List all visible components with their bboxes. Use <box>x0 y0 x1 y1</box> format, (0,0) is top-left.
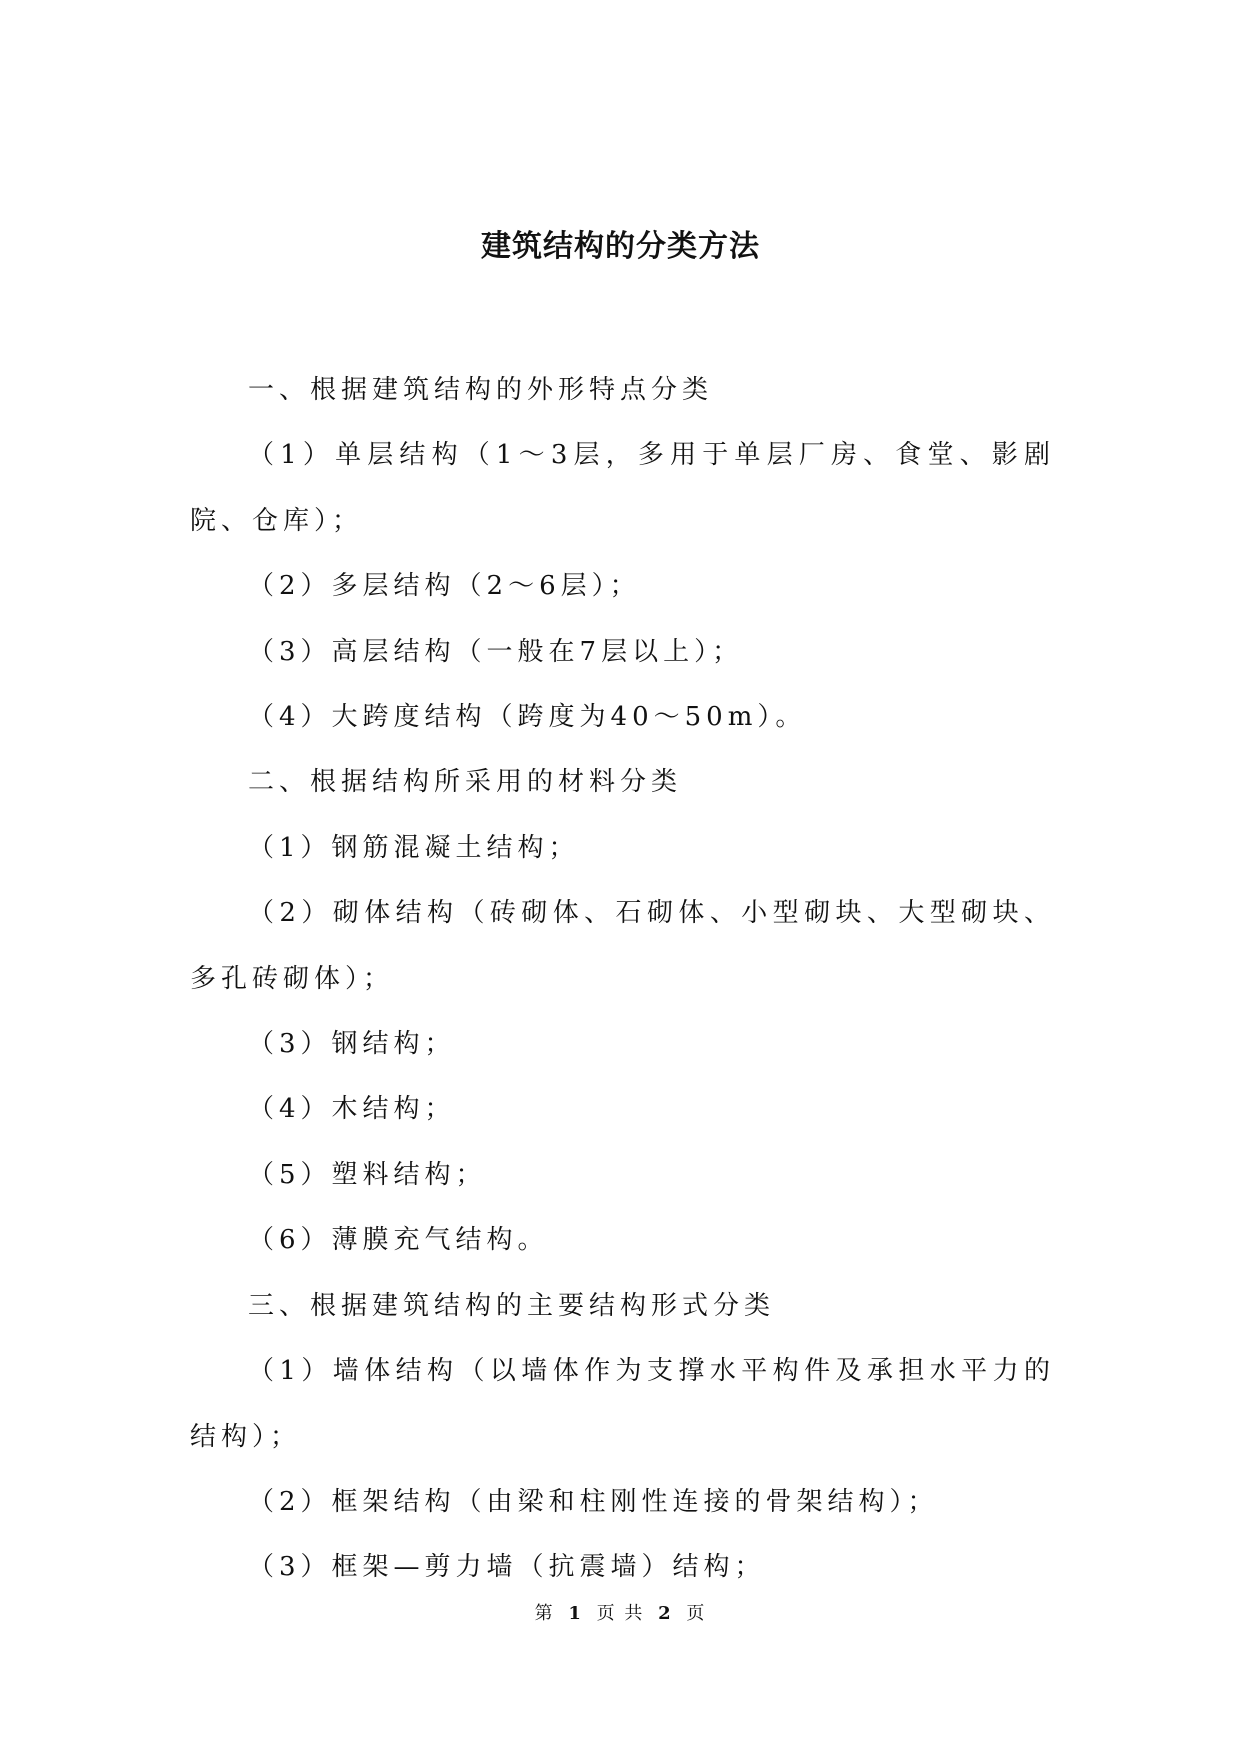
list-item: （3）高层结构（一般在7层以上）； <box>248 636 744 667</box>
document-title: 建筑结构的分类方法 <box>481 229 760 264</box>
list-item: （1）钢筋混凝土结构； <box>248 832 580 863</box>
section-heading: 二、根据结构所采用的材料分类 <box>248 767 683 798</box>
list-item: （4）大跨度结构（跨度为40～50m）。 <box>248 702 807 733</box>
total-pages-number: 2 <box>658 1603 673 1624</box>
page-footer <box>0 1602 1241 1626</box>
document-body <box>190 358 1055 1601</box>
list-item: （2）框架结构（由梁和柱刚性连接的骨架结构）； <box>248 1486 939 1517</box>
list-item: （4）木结构； <box>248 1094 456 1125</box>
list-item: （3）框架—剪力墙（抗震墙）结构； <box>248 1552 766 1583</box>
list-item: （6）薄膜充气结构。 <box>248 1225 549 1256</box>
footer-middle: 页 共 <box>596 1603 645 1624</box>
list-item: （2）砌体结构（砖砌体、石砌体、小型砌块、大型砌块、多孔砖砌体）； <box>190 898 1055 994</box>
current-page-number: 1 <box>568 1603 583 1624</box>
list-item: （5）塑料结构； <box>248 1159 487 1190</box>
footer-suffix: 页 <box>686 1603 707 1624</box>
footer-prefix: 第 <box>534 1603 555 1624</box>
list-item: （1）墙体结构（以墙体作为支撑水平构件及承担水平力的结构）； <box>190 1356 1055 1452</box>
list-item: （2）多层结构（2～6层）； <box>248 571 641 602</box>
section-heading: 一、根据建筑结构的外形特点分类 <box>248 375 714 405</box>
section-heading: 三、根据建筑结构的主要结构形式分类 <box>248 1290 776 1321</box>
list-item: （3）钢结构； <box>248 1029 456 1060</box>
list-item: （1）单层结构（1～3层，多用于单层厂房、食堂、影剧院、仓库）； <box>190 440 1055 536</box>
